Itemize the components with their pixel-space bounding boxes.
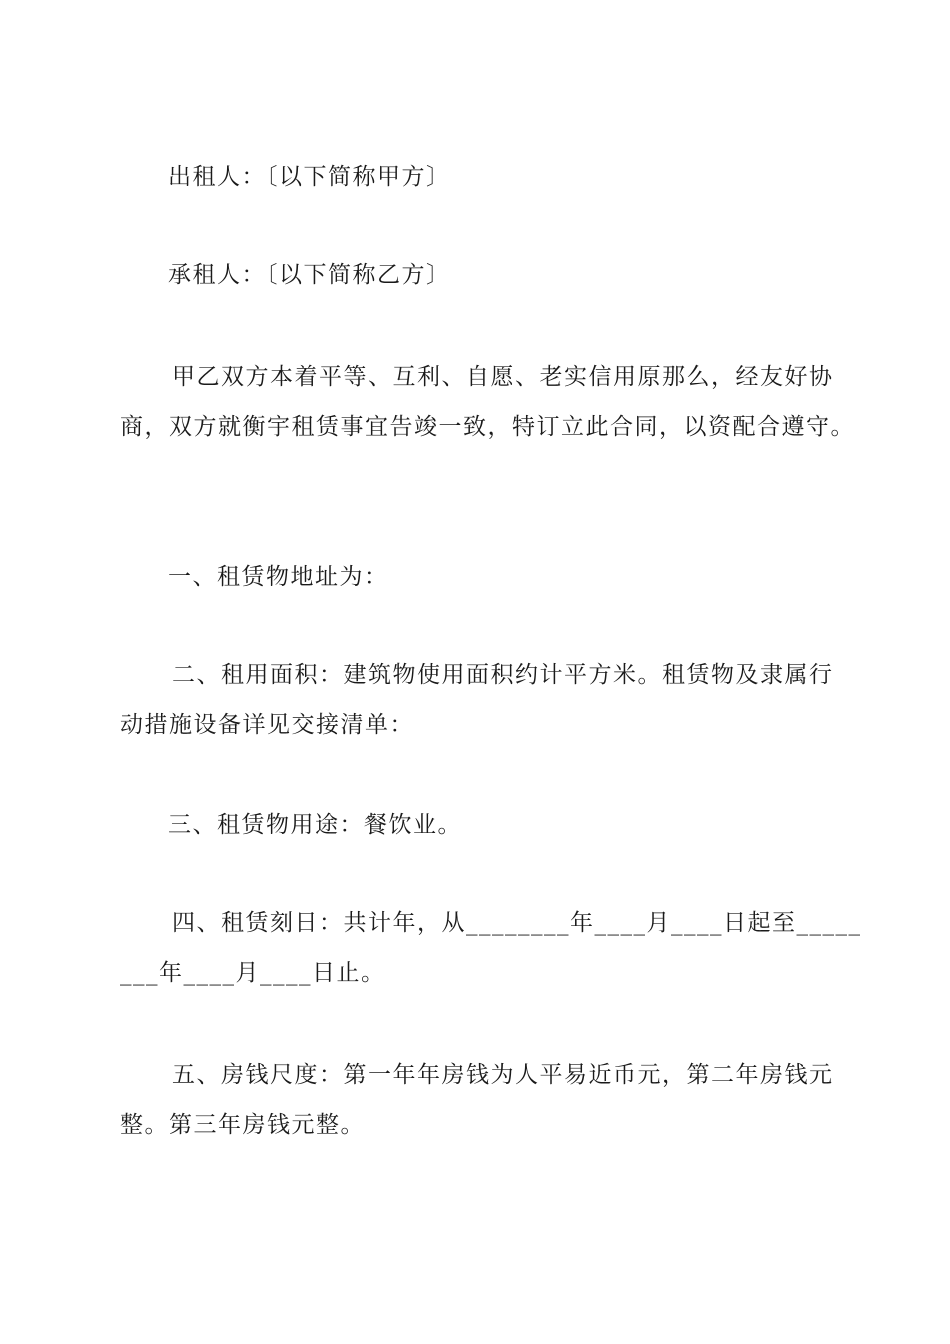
clause-2-line-2: 动措施设备详见交接清单： [120,712,414,738]
clause-2-line-1: 二、租用面积：建筑物使用面积约计平方米。租赁物及隶属行 [172,662,834,688]
lessee-text: 承租人：〔以下简称乙方〕 [168,262,451,288]
clause-4 [120,898,862,998]
clause-2 [120,650,840,750]
clause-4-line-2: ___年____月____日止。 [120,960,386,986]
clause-5 [120,1050,840,1150]
clause-5-line-1: 五、房钱尺度：第一年年房钱为人平易近币元，第二年房钱元 [172,1062,834,1088]
clause-3 [120,800,840,850]
lessee-line [120,250,840,300]
clause-5-line-2: 整。第三年房钱元整。 [120,1112,365,1138]
clause-1-text: 一、租赁物地址为： [168,564,389,590]
lessor-line [120,152,840,202]
lessor-text: 出租人：〔以下简称甲方〕 [168,164,451,190]
preamble-paragraph [120,352,855,452]
clause-4-line-1: 四、租赁刻日：共计年，从________年____月____日起至_____ [172,910,862,936]
clause-3-text: 三、租赁物用途：餐饮业。 [168,812,462,838]
clause-1 [120,552,840,602]
preamble-line-1: 甲乙双方本着平等、互利、自愿、老实信用原那么，经友好协 [172,364,834,390]
preamble-line-2: 商，双方就衡宇租赁事宜告竣一致，特订立此合同，以资配合遵守。 [120,414,855,440]
